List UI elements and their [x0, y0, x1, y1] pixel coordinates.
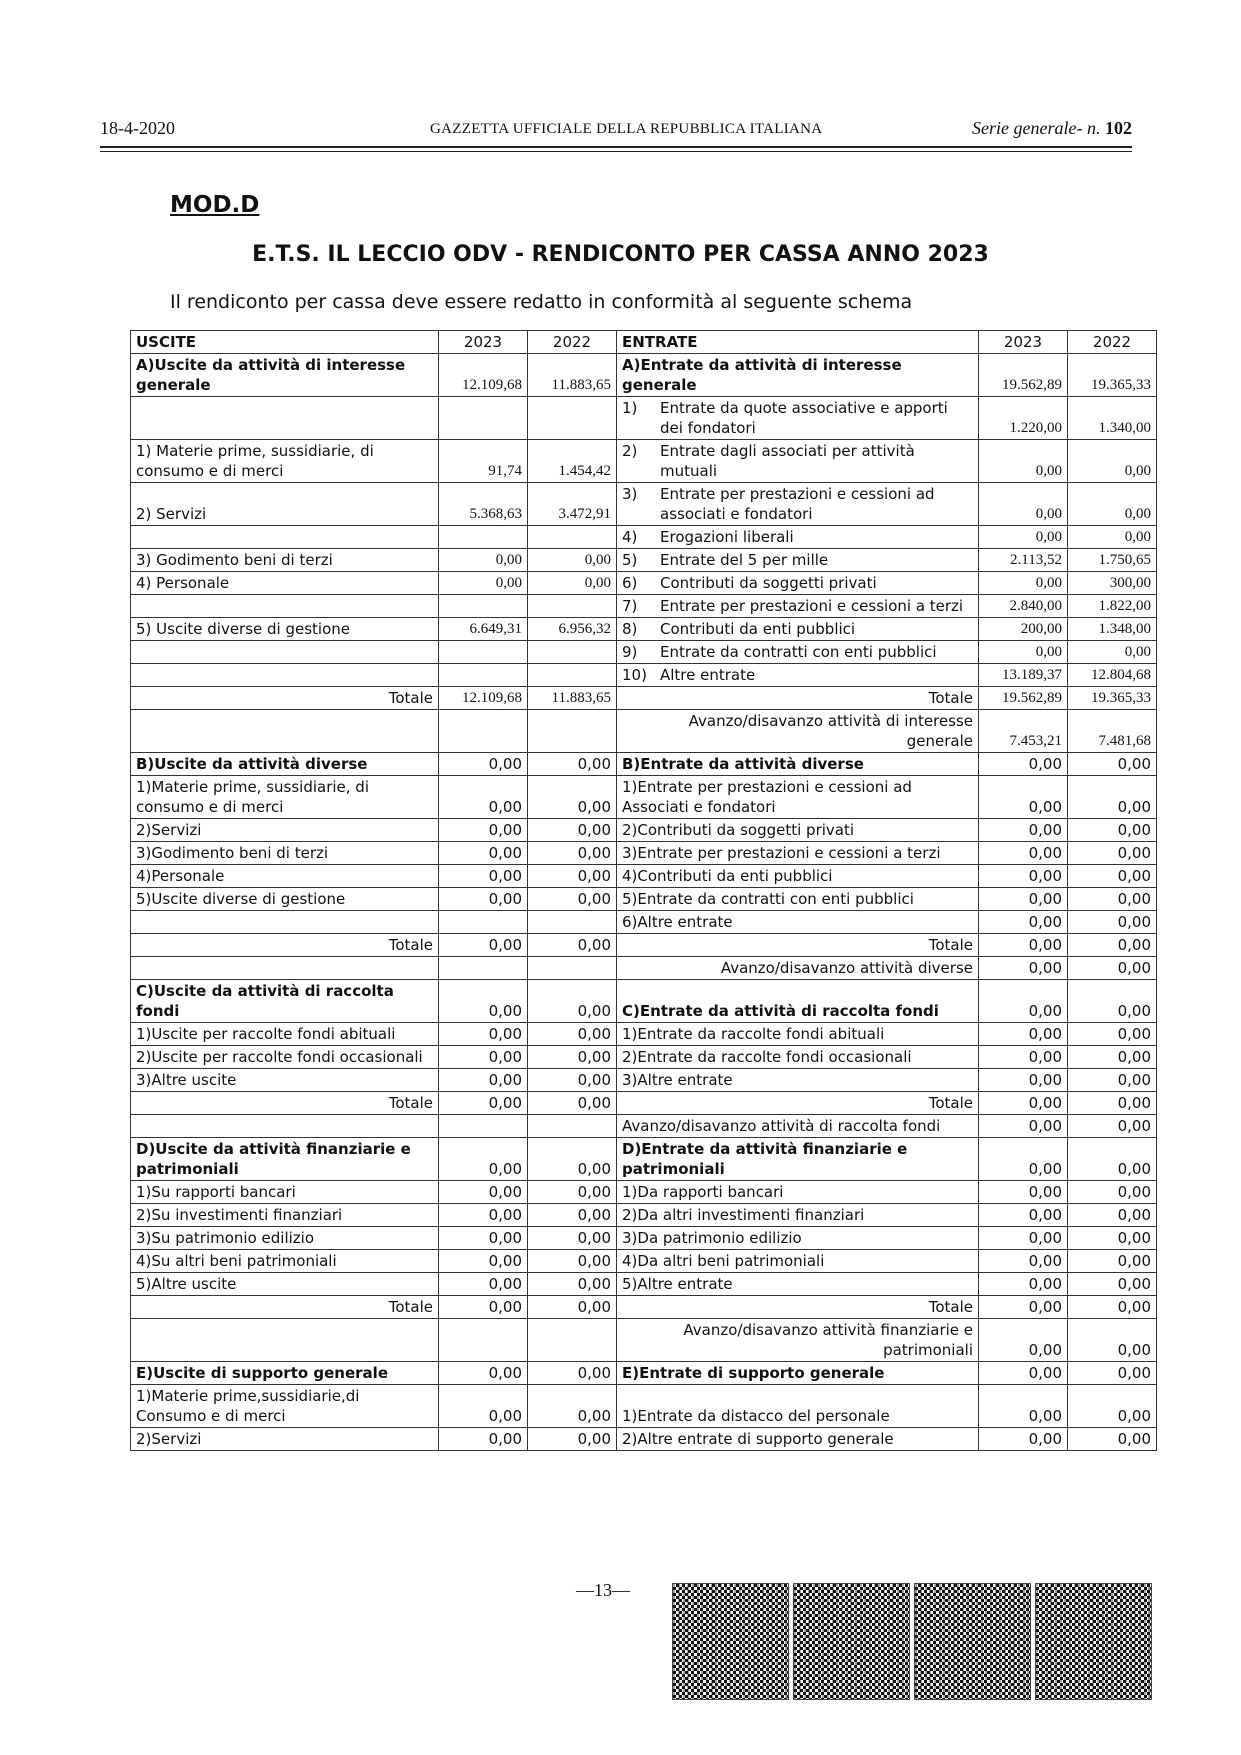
- value-cell: 0,00: [1068, 957, 1157, 980]
- table-row: [131, 819, 1157, 842]
- uscita-item: 1)Materie prime,sussidiarie,di Consumo e di merci: [131, 1385, 439, 1428]
- header-year: 2023: [979, 331, 1068, 354]
- entrata-item: 1)Entrate per prestazioni e cessioni ad Associati e fondatori: [617, 776, 979, 819]
- total-row: [131, 687, 1157, 710]
- value-cell: 0,00: [1068, 1296, 1157, 1319]
- entrata-item: 10) Altre entrate: [617, 664, 979, 687]
- table-row: [131, 1181, 1157, 1204]
- table-row: [131, 1428, 1157, 1451]
- section-a-uscite-title: A)Uscite da attività di interesse generale: [131, 354, 439, 397]
- value-cell: 0,00: [1068, 641, 1157, 664]
- section-a-entrate-title: A)Entrate da attività di interesse generale: [617, 354, 979, 397]
- value-cell: 0,00: [979, 934, 1068, 957]
- value-cell: 0,00: [439, 1296, 528, 1319]
- uscita-item: 5)Altre uscite: [131, 1273, 439, 1296]
- table-row: [131, 776, 1157, 819]
- value-cell: 0,00: [439, 572, 528, 595]
- entrata-item: 3)Entrate per prestazioni e cessioni a terzi: [617, 842, 979, 865]
- value-cell: 1.454,42: [528, 440, 617, 483]
- value-cell: 0,00: [1068, 934, 1157, 957]
- value-cell: 5.368,63: [439, 483, 528, 526]
- value-cell: 0,00: [979, 1227, 1068, 1250]
- table-row: [131, 641, 1157, 664]
- entrata-item: 4)Da altri beni patrimoniali: [617, 1250, 979, 1273]
- entrata-item: 3) Entrate per prestazioni e cessioni ad associati e fondatori: [617, 483, 979, 526]
- value-cell: 0,00: [439, 1250, 528, 1273]
- value-cell: 0,00: [439, 934, 528, 957]
- header-year: 2022: [1068, 331, 1157, 354]
- value-cell: 0,00: [1068, 1204, 1157, 1227]
- header-rule-thin: [100, 151, 1132, 152]
- value-cell: 0,00: [979, 1250, 1068, 1273]
- table-row: [131, 1046, 1157, 1069]
- value-cell: 0,00: [1068, 1115, 1157, 1138]
- value-cell: 0,00: [979, 1204, 1068, 1227]
- value-cell: 1.348,00: [1068, 618, 1157, 641]
- value-cell: 0,00: [1068, 776, 1157, 819]
- value-cell: 0,00: [439, 1092, 528, 1115]
- uscita-item: 4)Personale: [131, 865, 439, 888]
- table-row: [131, 753, 1157, 776]
- uscita-item: 2)Servizi: [131, 819, 439, 842]
- table-row: [131, 440, 1157, 483]
- value-cell: 0,00: [439, 1069, 528, 1092]
- value-cell: 0,00: [528, 1181, 617, 1204]
- value-cell: 0,00: [979, 1069, 1068, 1092]
- total-label: Totale: [131, 1296, 439, 1319]
- avanzo-label: Avanzo/disavanzo attività diverse: [617, 957, 979, 980]
- value-cell: 300,00: [1068, 572, 1157, 595]
- value-cell: 0,00: [979, 980, 1068, 1023]
- header-uscite: USCITE: [131, 331, 439, 354]
- value-cell: 0,00: [528, 776, 617, 819]
- avanzo-row: [131, 710, 1157, 753]
- uscita-item: 2)Su investimenti finanziari: [131, 1204, 439, 1227]
- value-cell: 0,00: [979, 1296, 1068, 1319]
- rendiconto-table: [130, 330, 1157, 1451]
- entrata-item: 4) Erogazioni liberali: [617, 526, 979, 549]
- header-rule: [100, 146, 1132, 148]
- section-c-entrate-title: C)Entrate da attività di raccolta fondi: [617, 980, 979, 1023]
- value-cell: 0,00: [439, 1181, 528, 1204]
- value-cell: 0,00: [979, 865, 1068, 888]
- table-row: [131, 911, 1157, 934]
- value-cell: 0,00: [979, 911, 1068, 934]
- value-cell: 200,00: [979, 618, 1068, 641]
- value-cell: 0,00: [1068, 1428, 1157, 1451]
- mod-label: MOD.D: [170, 192, 260, 218]
- entrata-item: 8) Contributi da enti pubblici: [617, 618, 979, 641]
- entrata-item: 7) Entrate per prestazioni e cessioni a terzi: [617, 595, 979, 618]
- value-cell: 1.822,00: [1068, 595, 1157, 618]
- entrata-item: 3)Altre entrate: [617, 1069, 979, 1092]
- value-cell: 0,00: [1068, 1069, 1157, 1092]
- value-cell: 0,00: [1068, 842, 1157, 865]
- value-cell: 0,00: [1068, 1273, 1157, 1296]
- value-cell: 0,00: [439, 1273, 528, 1296]
- total-label: Totale: [131, 687, 439, 710]
- table-header-row: [131, 331, 1157, 354]
- value-cell: 0,00: [439, 842, 528, 865]
- value-cell: 0,00: [528, 753, 617, 776]
- value-cell: 0,00: [1068, 1046, 1157, 1069]
- value-cell: 6.649,31: [439, 618, 528, 641]
- value-cell: 0,00: [528, 1138, 617, 1181]
- value-cell: 0,00: [1068, 865, 1157, 888]
- uscita-item: 1)Su rapporti bancari: [131, 1181, 439, 1204]
- value-cell: 0,00: [979, 1115, 1068, 1138]
- value-cell: 0,00: [528, 1023, 617, 1046]
- value-cell: 0,00: [1068, 911, 1157, 934]
- uscita-item: 2) Servizi: [131, 483, 439, 526]
- table-row: [131, 397, 1157, 440]
- total-label: Totale: [131, 1092, 439, 1115]
- section-d-entrate-title: D)Entrate da attività finanziarie e patrimoniali: [617, 1138, 979, 1181]
- entrata-item: 9) Entrate da contratti con enti pubblici: [617, 641, 979, 664]
- value-cell: 0,00: [439, 1046, 528, 1069]
- value-cell: 0,00: [1068, 888, 1157, 911]
- value-cell: 12.109,68: [439, 687, 528, 710]
- value-cell: 0,00: [528, 865, 617, 888]
- table-row: [131, 1138, 1157, 1181]
- table-row: [131, 526, 1157, 549]
- table-row: [131, 572, 1157, 595]
- value-cell: 0,00: [979, 1046, 1068, 1069]
- value-cell: 0,00: [1068, 980, 1157, 1023]
- value-cell: 0,00: [1068, 753, 1157, 776]
- avanzo-label: Avanzo/disavanzo attività di raccolta fondi: [617, 1115, 979, 1138]
- value-cell: 0,00: [979, 440, 1068, 483]
- total-label: Totale: [617, 1296, 979, 1319]
- header-series: Serie generale- n. 102: [972, 118, 1132, 138]
- value-cell: 0,00: [979, 1092, 1068, 1115]
- value-cell: 19.562,89: [979, 354, 1068, 397]
- uscita-item: 3)Godimento beni di terzi: [131, 842, 439, 865]
- entrata-item: 2) Entrate dagli associati per attività mutuali: [617, 440, 979, 483]
- value-cell: 0,00: [528, 1250, 617, 1273]
- value-cell: 0,00: [439, 776, 528, 819]
- value-cell: 6.956,32: [528, 618, 617, 641]
- entrata-item: 2)Contributi da soggetti privati: [617, 819, 979, 842]
- value-cell: 0,00: [528, 1428, 617, 1451]
- value-cell: 0,00: [979, 957, 1068, 980]
- header-year: 2023: [439, 331, 528, 354]
- avanzo-row: [131, 957, 1157, 980]
- value-cell: 19.365,33: [1068, 354, 1157, 397]
- value-cell: 1.750,65: [1068, 549, 1157, 572]
- table-row: [131, 980, 1157, 1023]
- value-cell: 12.109,68: [439, 354, 528, 397]
- value-cell: 19.365,33: [1068, 687, 1157, 710]
- entrata-item: 6)Altre entrate: [617, 911, 979, 934]
- uscita-item: 5)Uscite diverse di gestione: [131, 888, 439, 911]
- value-cell: 0,00: [979, 641, 1068, 664]
- uscita-item: 1)Uscite per raccolte fondi abituali: [131, 1023, 439, 1046]
- value-cell: 0,00: [979, 1385, 1068, 1428]
- uscita-item: 2)Uscite per raccolte fondi occasionali: [131, 1046, 439, 1069]
- header-date: 18-4-2020: [100, 118, 175, 138]
- barcode-image: [914, 1583, 1031, 1700]
- entrata-item: 6) Contributi da soggetti privati: [617, 572, 979, 595]
- value-cell: 0,00: [1068, 1362, 1157, 1385]
- value-cell: 0,00: [528, 572, 617, 595]
- value-cell: 0,00: [528, 819, 617, 842]
- value-cell: 0,00: [439, 1023, 528, 1046]
- value-cell: 0,00: [528, 842, 617, 865]
- value-cell: 0,00: [979, 572, 1068, 595]
- avanzo-row: [131, 1319, 1157, 1362]
- table-row: [131, 1023, 1157, 1046]
- total-row: [131, 934, 1157, 957]
- uscita-item: 4)Su altri beni patrimoniali: [131, 1250, 439, 1273]
- table-row: [131, 1273, 1157, 1296]
- table-row: [131, 595, 1157, 618]
- intro-text: Il rendiconto per cassa deve essere redatto in conformità al seguente schema: [170, 291, 913, 313]
- total-label: Totale: [617, 934, 979, 957]
- uscita-item: 3)Altre uscite: [131, 1069, 439, 1092]
- value-cell: 0,00: [528, 1069, 617, 1092]
- value-cell: 3.472,91: [528, 483, 617, 526]
- uscita-item: 5) Uscite diverse di gestione: [131, 618, 439, 641]
- value-cell: 0,00: [439, 1385, 528, 1428]
- table-row: [131, 1362, 1157, 1385]
- value-cell: 11.883,65: [528, 687, 617, 710]
- value-cell: 0,00: [979, 819, 1068, 842]
- value-cell: 11.883,65: [528, 354, 617, 397]
- entrata-item: 5)Entrate da contratti con enti pubblici: [617, 888, 979, 911]
- value-cell: 0,00: [1068, 1319, 1157, 1362]
- entrata-item: 2)Altre entrate di supporto generale: [617, 1428, 979, 1451]
- value-cell: 0,00: [1068, 1138, 1157, 1181]
- value-cell: 0,00: [528, 888, 617, 911]
- entrata-item: 1)Da rapporti bancari: [617, 1181, 979, 1204]
- value-cell: 0,00: [439, 819, 528, 842]
- value-cell: 0,00: [1068, 440, 1157, 483]
- value-cell: 0,00: [528, 1092, 617, 1115]
- value-cell: 0,00: [1068, 1227, 1157, 1250]
- table-row: [131, 618, 1157, 641]
- value-cell: 0,00: [1068, 1023, 1157, 1046]
- total-label: Totale: [617, 1092, 979, 1115]
- table-row: [131, 1250, 1157, 1273]
- value-cell: 0,00: [979, 526, 1068, 549]
- value-cell: 2.840,00: [979, 595, 1068, 618]
- value-cell: 1.220,00: [979, 397, 1068, 440]
- total-row: [131, 1296, 1157, 1319]
- barcode-image: [672, 1583, 789, 1700]
- table-row: [131, 664, 1157, 687]
- entrata-item: 1)Entrate da raccolte fondi abituali: [617, 1023, 979, 1046]
- document-title: E.T.S. IL LECCIO ODV - RENDICONTO PER CASSA ANNO 2023: [252, 242, 989, 267]
- value-cell: 0,00: [439, 980, 528, 1023]
- value-cell: 0,00: [528, 1046, 617, 1069]
- value-cell: 0,00: [979, 1428, 1068, 1451]
- entrata-item: 1)Entrate da distacco del personale: [617, 1385, 979, 1428]
- value-cell: 0,00: [979, 1023, 1068, 1046]
- table-row: [131, 354, 1157, 397]
- value-cell: 0,00: [1068, 1250, 1157, 1273]
- value-cell: 0,00: [1068, 526, 1157, 549]
- entrata-item: 4)Contributi da enti pubblici: [617, 865, 979, 888]
- table-row: [131, 888, 1157, 911]
- entrata-item: 3)Da patrimonio edilizio: [617, 1227, 979, 1250]
- table-row: [131, 1385, 1157, 1428]
- value-cell: 0,00: [979, 888, 1068, 911]
- header-year: 2022: [528, 331, 617, 354]
- value-cell: 2.113,52: [979, 549, 1068, 572]
- header-journal: GAZZETTA UFFICIALE DELLA REPUBBLICA ITALIANA: [430, 121, 823, 137]
- entrata-item: 5)Altre entrate: [617, 1273, 979, 1296]
- value-cell: 7.453,21: [979, 710, 1068, 753]
- section-c-uscite-title: C)Uscite da attività di raccolta fondi: [131, 980, 439, 1023]
- section-b-uscite-title: B)Uscite da attività diverse: [131, 753, 439, 776]
- barcode-image: [1035, 1583, 1152, 1700]
- avanzo-label: Avanzo/disavanzo attività finanziarie e patrimoniali: [617, 1319, 979, 1362]
- barcode-image: [793, 1583, 910, 1700]
- value-cell: 0,00: [979, 1138, 1068, 1181]
- avanzo-row: [131, 1115, 1157, 1138]
- value-cell: 0,00: [979, 1362, 1068, 1385]
- value-cell: 19.562,89: [979, 687, 1068, 710]
- value-cell: 12.804,68: [1068, 664, 1157, 687]
- entrata-item: 2)Entrate da raccolte fondi occasionali: [617, 1046, 979, 1069]
- table-row: [131, 1069, 1157, 1092]
- value-cell: 0,00: [528, 934, 617, 957]
- value-cell: 0,00: [979, 776, 1068, 819]
- value-cell: 0,00: [439, 1362, 528, 1385]
- total-label: Totale: [131, 934, 439, 957]
- value-cell: 0,00: [439, 1227, 528, 1250]
- value-cell: 0,00: [528, 1204, 617, 1227]
- value-cell: 0,00: [979, 1319, 1068, 1362]
- uscita-item: 4) Personale: [131, 572, 439, 595]
- section-b-entrate-title: B)Entrate da attività diverse: [617, 753, 979, 776]
- entrata-item: 2)Da altri investimenti finanziari: [617, 1204, 979, 1227]
- value-cell: 7.481,68: [1068, 710, 1157, 753]
- value-cell: 0,00: [528, 1227, 617, 1250]
- value-cell: 91,74: [439, 440, 528, 483]
- entrata-item: 1) Entrate da quote associative e apporti dei fondatori: [617, 397, 979, 440]
- table-row: [131, 1227, 1157, 1250]
- value-cell: 0,00: [1068, 1385, 1157, 1428]
- value-cell: 0,00: [439, 865, 528, 888]
- value-cell: 0,00: [979, 1181, 1068, 1204]
- value-cell: 0,00: [1068, 1181, 1157, 1204]
- table-row: [131, 1204, 1157, 1227]
- page-header: [100, 118, 1132, 142]
- total-label: Totale: [617, 687, 979, 710]
- header-entrate: ENTRATE: [617, 331, 979, 354]
- value-cell: 0,00: [979, 842, 1068, 865]
- value-cell: 0,00: [1068, 819, 1157, 842]
- uscita-item: 3) Godimento beni di terzi: [131, 549, 439, 572]
- value-cell: 0,00: [528, 980, 617, 1023]
- value-cell: 0,00: [1068, 483, 1157, 526]
- value-cell: 0,00: [439, 888, 528, 911]
- section-e-entrate-title: E)Entrate di supporto generale: [617, 1362, 979, 1385]
- table-row: [131, 483, 1157, 526]
- value-cell: 0,00: [979, 483, 1068, 526]
- table-row: [131, 865, 1157, 888]
- avanzo-label: Avanzo/disavanzo attività di interesse generale: [617, 710, 979, 753]
- value-cell: 1.340,00: [1068, 397, 1157, 440]
- value-cell: 0,00: [439, 1204, 528, 1227]
- uscita-item: 1)Materie prime, sussidiarie, di consumo e di merci: [131, 776, 439, 819]
- page-number: —13—: [576, 1580, 630, 1600]
- value-cell: 13.189,37: [979, 664, 1068, 687]
- uscita-item: 2)Servizi: [131, 1428, 439, 1451]
- value-cell: 0,00: [528, 549, 617, 572]
- table-row: [131, 549, 1157, 572]
- value-cell: 0,00: [439, 1428, 528, 1451]
- value-cell: 0,00: [528, 1273, 617, 1296]
- value-cell: 0,00: [528, 1362, 617, 1385]
- entrata-item: 5) Entrate del 5 per mille: [617, 549, 979, 572]
- value-cell: 0,00: [528, 1385, 617, 1428]
- value-cell: 0,00: [979, 753, 1068, 776]
- value-cell: 0,00: [1068, 1092, 1157, 1115]
- value-cell: 0,00: [439, 1138, 528, 1181]
- value-cell: 0,00: [979, 1273, 1068, 1296]
- value-cell: 0,00: [439, 549, 528, 572]
- section-d-uscite-title: D)Uscite da attività finanziarie e patrimoniali: [131, 1138, 439, 1181]
- section-e-uscite-title: E)Uscite di supporto generale: [131, 1362, 439, 1385]
- table-row: [131, 842, 1157, 865]
- uscita-item: 1) Materie prime, sussidiarie, di consumo e di merci: [131, 440, 439, 483]
- value-cell: 0,00: [528, 1296, 617, 1319]
- total-row: [131, 1092, 1157, 1115]
- uscita-item: 3)Su patrimonio edilizio: [131, 1227, 439, 1250]
- value-cell: 0,00: [439, 753, 528, 776]
